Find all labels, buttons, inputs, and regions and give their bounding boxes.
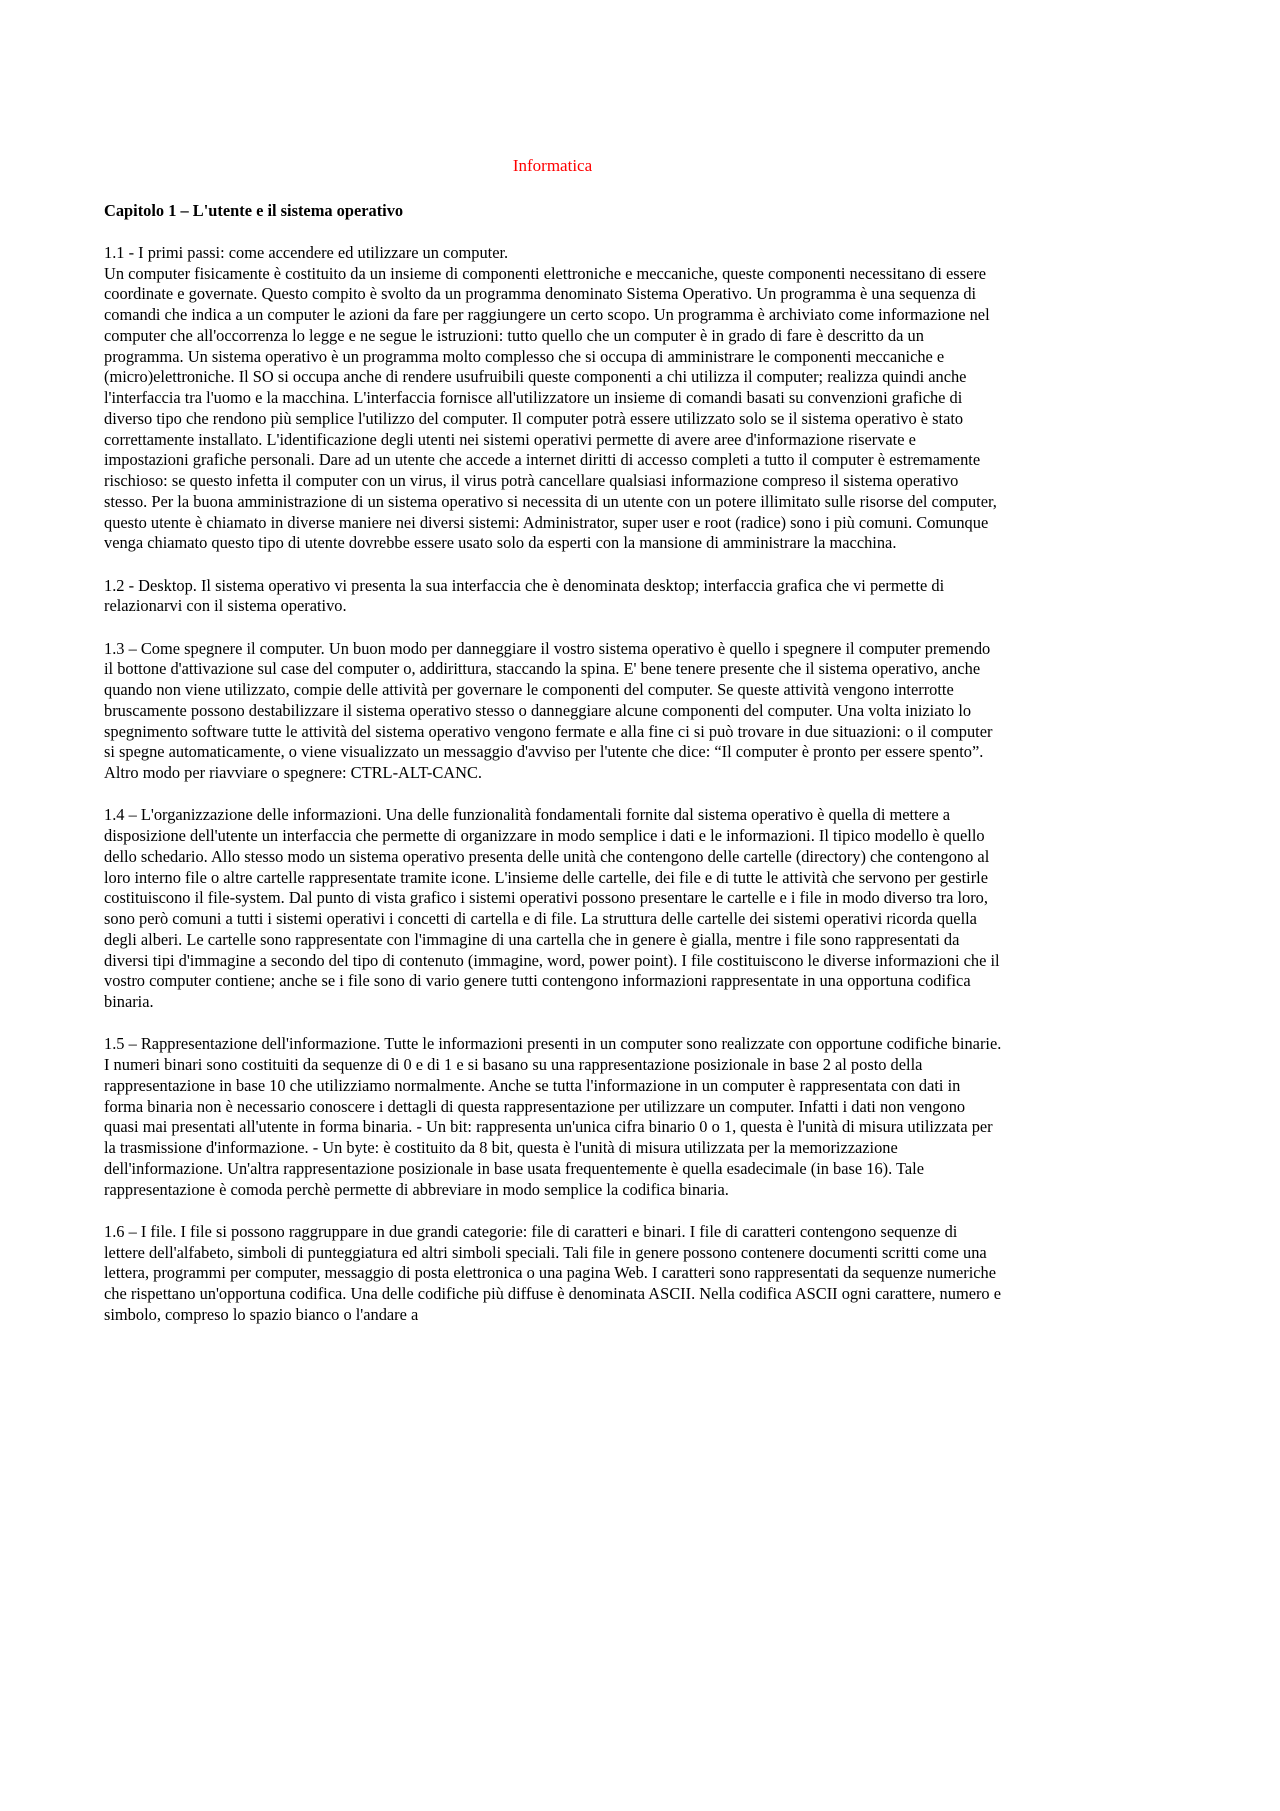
section-1-1 — [104, 243, 1002, 554]
section-1-1-heading: 1.1 - I primi passi: come accendere ed utilizzare un computer. — [104, 242, 509, 262]
section-1-5: 1.5 – Rappresentazione dell'informazione. Tutte le informazioni presenti in un computer sono realizzate con opportune codifiche binarie. I numeri binari sono costituiti da sequenze di 0 e di 1 e si basano su una rappresentazione posizionale in base 2 al posto della rappresentazione in base 10 che utilizziamo normalmente. Anche se tutta l'informazione in un computer è rappresentata con dati in forma binaria non è necessario conoscere i dettagli di questa rappresentazione per utilizzare un computer. Infatti i dati non vengono quasi mai presentati all'utente in forma binaria. - Un bit: rappresenta un'unica cifra binario 0 o 1, questa è l'unità di misura utilizzata per la trasmissione d'informazione. - Un byte: è costituito da 8 bit, questa è l'unità di misura utilizzata per la memorizzazione dell'informazione. Un'altra rappresentazione posizionale in base usata frequentemente è quella esadecimale (in base 16). Tale rappresentazione è comoda perchè permette di abbreviare in modo semplice la codifica binaria. — [104, 1034, 1002, 1199]
section-1-4: 1.4 – L'organizzazione delle informazioni. Una delle funzionalità fondamentali fornite dal sistema operativo è quella di mettere a disposizione dell'utente un interfaccia che permette di organizzare in modo semplice i dati e le informazioni. Il tipico modello è quello dello schedario. Allo stesso modo un sistema operativo presenta delle unità che contengono delle cartelle (directory) che contengono al loro interno file o altre cartelle rappresentate tramite icone. L'insieme delle cartelle, dei file e di tutte le attività che servono per gestirle costituiscono il file-system. Dal punto di vista grafico i sistemi operativi possono presentare le cartelle e i file in modo diverso tra loro, sono però comuni a tutti i sistemi operativi i concetti di cartella e di file. La struttura delle cartelle dei sistemi operativi ricorda quella degli alberi. Le cartelle sono rappresentate con l'immagine di una cartella che in genere è gialla, mentre i file sono rappresentati da diversi tipi d'immagine a secondo del tipo di contenuto (immagine, word, power point). I file costituiscono le diverse informazioni che il vostro computer contiene; anche se i file sono di vario genere tutti contengono informazioni rappresentate in una opportuna codifica binaria. — [104, 805, 1000, 1011]
section-1-1-body: Un computer fisicamente è costituito da un insieme di componenti elettroniche e meccaniche, queste componenti necessitano di essere coordinate e governate. Questo compito è svolto da un programma denominato Sistema Operativo. Un programma è una sequenza di comandi che indica a un computer le azioni da fare per raggiungere un certo scopo. Un programma è archiviato come informazione nel computer che all'occorrenza lo legge e ne segue le istruzioni: tutto quello che un computer è in grado di fare è descritto da un programma. Un sistema operativo è un programma molto complesso che si occupa di amministrare le componenti meccaniche e (micro)elettroniche. Il SO si occupa anche di rendere usufruibili queste componenti a chi utilizza il computer; realizza quindi anche l'interfaccia tra l'uomo e la macchina. L'interfaccia fornisce all'utilizzatore un insieme di comandi basati su convenzioni grafiche di diverso tipo che rendono più semplice l'utilizzo del computer. Il computer potrà essere utilizzato solo se il sistema operativo è stato correttamente installato. L'identificazione degli utenti nei sistemi operativi permette di avere aree d'informazione riservate e impostazioni grafiche personali. Dare ad un utente che accede a internet diritti di accesso completi a tutto il computer è estremamente rischioso: se questo infetta il computer con un virus, il virus potrà cancellare qualsiasi informazione compreso il sistema operativo stesso. Per la buona amministrazione di un sistema operativo si necessita di un utente con un potere illimitato sulle risorse del computer, questo utente è chiamato in diverse maniere nei diversi sistemi: Administrator, super user e root (radice) sono i più comuni. Comunque venga chiamato questo tipo di utente dovrebbe essere usato solo da esperti con la mansione di amministrare la macchina. — [104, 263, 997, 553]
document-title: Informatica — [512, 156, 593, 175]
section-1-3: 1.3 – Come spegnere il computer. Un buon modo per danneggiare il vostro sistema operativo è quello i spegnere il computer premendo il bottone d'attivazione sul case del computer o, addirittura, staccando la spina. E' bene tenere presente che il sistema operativo, anche quando non viene utilizzato, compie delle attività per governare le componenti del computer. Se queste attività vengono interrotte bruscamente possono destabilizzare il sistema operativo stesso o danneggiare alcune componenti del computer. Una volta iniziato lo spegnimento software tutte le attività del sistema operativo vengono fermate e alla fine ci si può trovare in due situazioni: o il computer si spegne automaticamente, o viene visualizzato un messaggio d'avviso per l'utente che dice: “Il computer è pronto per essere spento”. Altro modo per riavviare o spegnere: CTRL-ALT-CANC. — [104, 638, 993, 782]
document-body — [104, 201, 1002, 1326]
section-1-2: 1.2 - Desktop. Il sistema operativo vi presenta la sua interfaccia che è denominata desktop; interfaccia grafica che vi permette di relazionarvi con il sistema operativo. — [104, 575, 945, 616]
section-1-6: 1.6 – I file. I file si possono raggruppare in due grandi categorie: file di caratteri e binari. I file di caratteri contengono sequenze di lettere dell'alfabeto, simboli di punteggiatura ed altri simboli speciali. Tali file in genere possono contenere documenti scritti come una lettera, programmi per computer, messaggio di posta elettronica o una pagina Web. I caratteri sono rappresentati da sequenze numeriche che rispettano un'opportuna codifica. Una delle codifiche più diffuse è denominata ASCII. Nella codifica ASCII ogni carattere, numero e simbolo, compreso lo spazio bianco o l'andare a — [104, 1221, 1002, 1324]
chapter-title: Capitolo 1 – L'utente e il sistema operativo — [104, 201, 404, 220]
